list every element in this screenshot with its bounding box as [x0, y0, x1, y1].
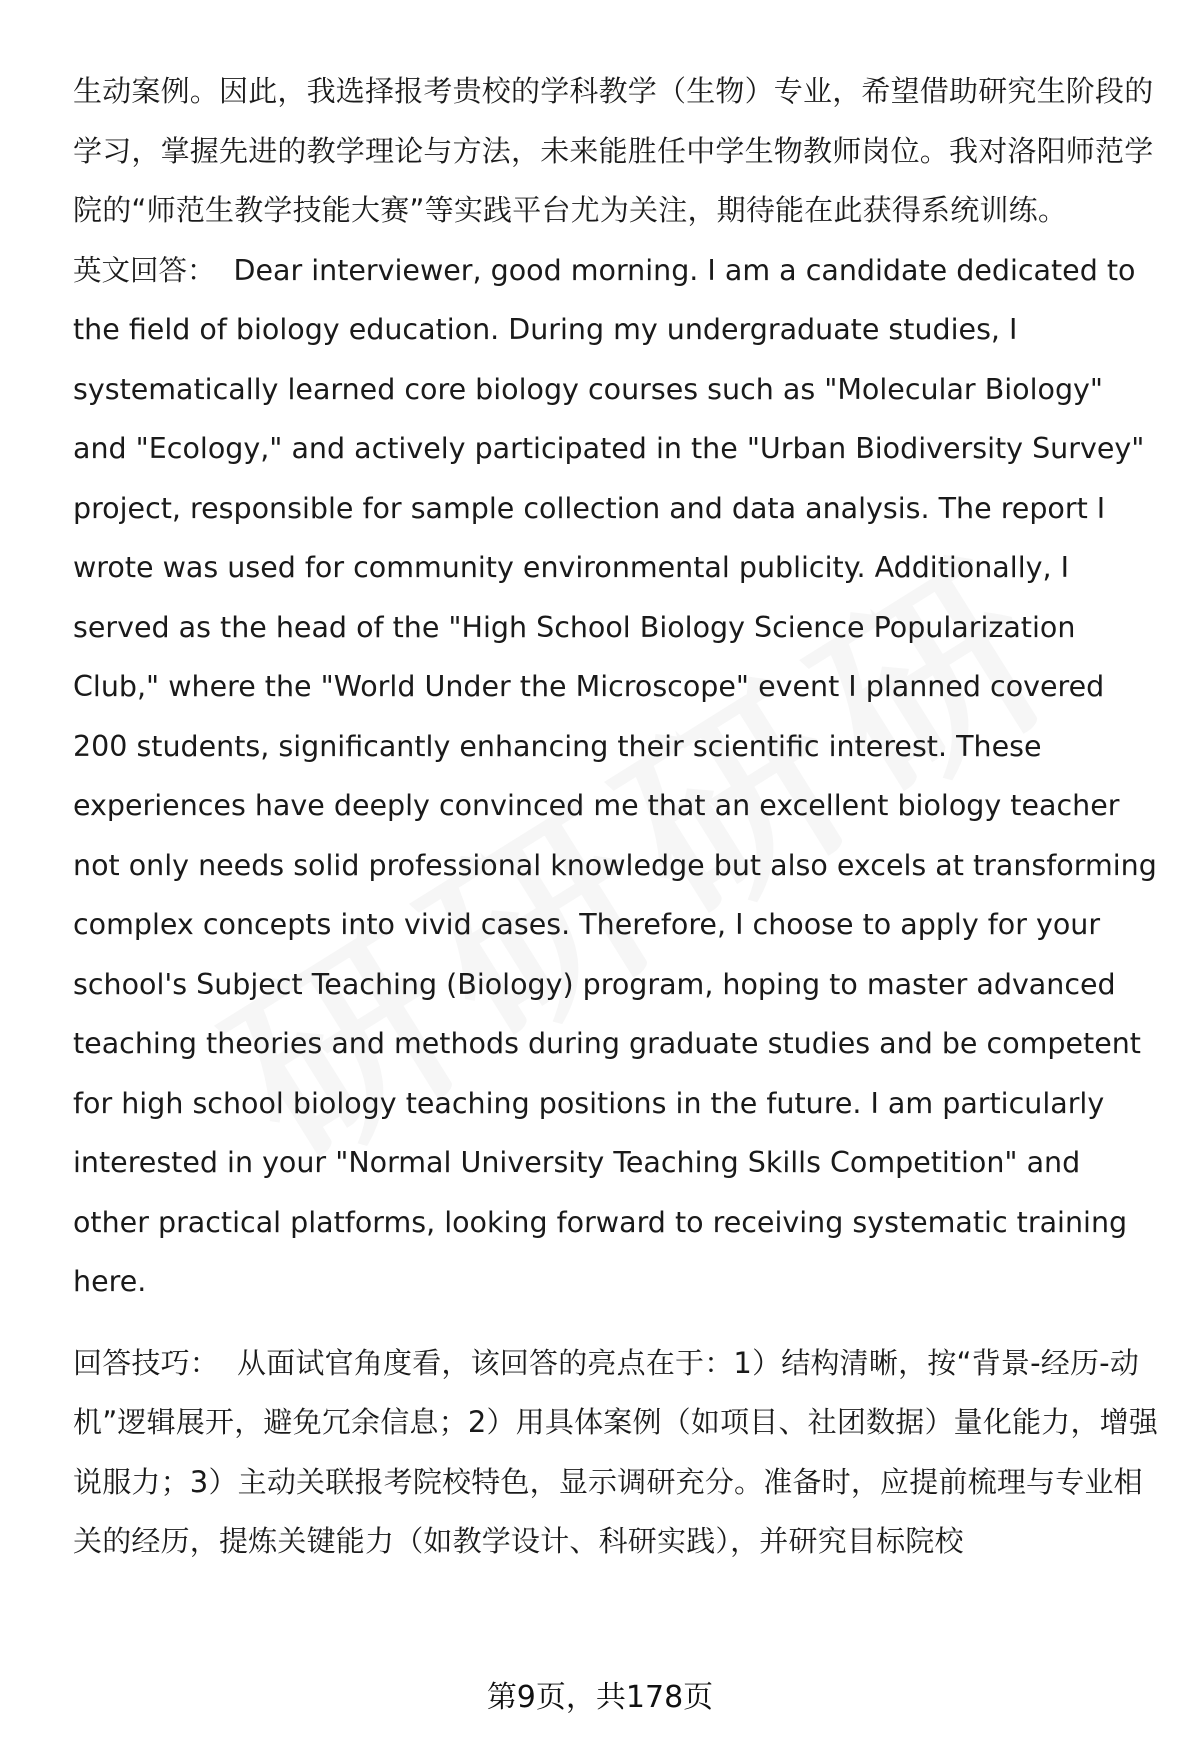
page-number-footer: 第9页，共178页 [486, 1680, 714, 1715]
chinese-answer-continuation: 生动案例。因此，我选择报考贵校的学科教学（生物）专业，希望借助研究生阶段的学习，掌握先进的教学理论与方法，未来能胜任中学生物教师岗位。我对洛阳师范学院的“师范生教学技能大赛”等实践平台尤为关注，期待能在此获得系统训练。 [73, 74, 1154, 227]
english-answer-text: Dear interviewer, good morning. I am a candidate dedicated to the field of biology education. During my undergraduate studies, I systematically learned core biology courses such as "Molecular Biology" and "Ecology," and actively participated in the "Urban Biodiversity Survey" project, responsible for sample collection and data analysis. The report I wrote was used for community environmental publicity. Additionally, I served as the head of the "High School Biology Science Popularization Club," where the "World Under the Microscope" event I planned covered 200 students, significantly enhancing their scientific interest. These experiences have deeply convinced me that an excellent biology teacher not only needs solid professional knowledge but also excels at transforming complex concepts into vivid cases. Therefore, I choose to apply for your school's Subject Teaching (Biology) program, hoping to master advanced teaching theories and methods during graduate studies and be competent for high school biology teaching positions in the future. I am particularly interested in your "Normal University Teaching Skills Competition" and other practical platforms, looking forward to receiving systematic training here. [73, 253, 1157, 1298]
answer-tips-label: 回答技巧： [73, 1345, 220, 1380]
answer-tips-paragraph [73, 1334, 1163, 1572]
answer-tips-text: 从面试官角度看，该回答的亮点在于：1）结构清晰，按“背景-经历-动机”逻辑展开，避免冗余信息；2）用具体案例（如项目、社团数据）量化能力，增强说服力；3）主动关联报考院校特色，显示调研充分。准备时，应提前梳理与专业相关的经历，提炼关键能力（如教学设计、科研实践），并研究目标院校 [73, 1345, 1159, 1558]
english-answer-paragraph [73, 241, 1163, 1312]
paragraph-gap [73, 1312, 1163, 1334]
document-body [73, 62, 1163, 1572]
english-answer-label: 英文回答： [73, 253, 216, 287]
